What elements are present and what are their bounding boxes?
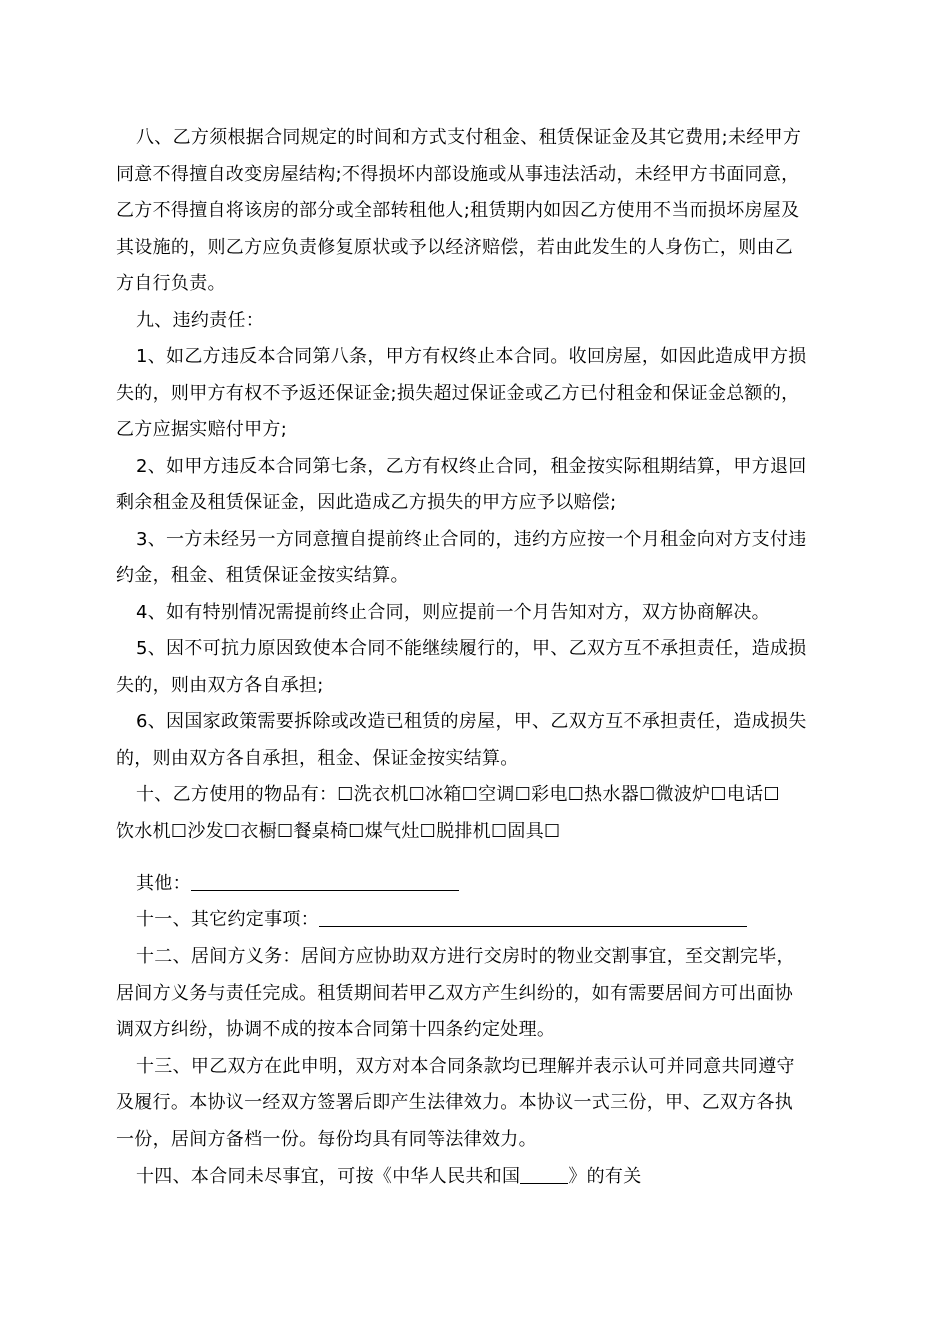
paragraph-line: 方自行负责。: [116, 273, 226, 294]
other-label: 其他：: [136, 873, 191, 894]
paragraph-line: 同意不得擅自改变房屋结构;不得损坏内部设施或从事违法活动，未经甲方书面同意，: [116, 163, 800, 185]
paragraph-line: 十三、甲乙双方在此申明，双方对本合同条款均已理解并表示认可并同意共同遵守: [136, 1055, 795, 1077]
paragraph-line: 剩余租金及租赁保证金，因此造成乙方损失的甲方应予以赔偿;: [116, 492, 617, 513]
contract-body-lower: [116, 939, 836, 1158]
paragraph-line: 2、如甲方违反本合同第七条，乙方有权终止合同，租金按实际租期结算，甲方退回: [136, 455, 807, 477]
paragraph-line: 4、如有特别情况需提前终止合同，则应提前一个月告知对方，双方协商解决。: [136, 601, 770, 623]
contract-body-upper: [116, 120, 836, 850]
item-14-prefix: 十四、本合同未尽事宜，可按《中华人民共和国: [136, 1166, 521, 1187]
paragraph-line: 乙方不得擅自将该房的部分或全部转租他人;租赁期内如因乙方使用不当而损坏房屋及: [116, 200, 800, 221]
paragraph-line: 的，则由双方各自承担，租金、保证金按实结算。: [116, 747, 519, 769]
item-11-row: [116, 902, 836, 939]
paragraph-line: 约金，租金、租赁保证金按实结算。: [116, 565, 409, 586]
paragraph-line: 九、违约责任：: [136, 309, 265, 331]
paragraph-line: 失的，则由双方各自承担;: [116, 674, 324, 696]
paragraph-line: 十、乙方使用的物品有：☐洗衣机☐冰箱☐空调☐彩电☐热水器☐微波炉☐电话☐: [136, 784, 780, 805]
other-blank-field[interactable]: [191, 868, 459, 891]
item-14-suffix: 》的有关: [568, 1166, 642, 1187]
paragraph-line: 十二、居间方义务：居间方应协助双方进行交房时的物业交割事宜，至交割完毕，: [136, 946, 795, 967]
paragraph-line: 6、因国家政策需要拆除或改造已租赁的房屋，甲、乙双方互不承担责任，造成损失: [136, 711, 807, 732]
paragraph-line: 其设施的，则乙方应负责修复原状或予以经济赔偿，若由此发生的人身伤亡，则由乙: [116, 236, 794, 258]
paragraph-line: 及履行。本协议一经双方签署后即产生法律效力。本协议一式三份，甲、乙双方各执: [116, 1092, 794, 1113]
paragraph-line: 饮水机☐沙发☐衣橱☐餐桌椅☐煤气灶☐脱排机☐固具☐: [116, 820, 561, 842]
paragraph-line: 3、一方未经另一方同意擅自提前终止合同的，违约方应按一个月租金向对方支付违: [136, 528, 807, 550]
paragraph-line: 失的，则甲方有权不予返还保证金;损失超过保证金或乙方已付租金和保证金总额的，: [116, 382, 800, 404]
paragraph-line: 乙方应据实赔付甲方;: [116, 419, 288, 440]
other-items-row: [116, 866, 836, 903]
item-14-law-blank[interactable]: [520, 1161, 568, 1184]
item-11-blank-field[interactable]: [319, 904, 747, 927]
paragraph-line: 1、如乙方违反本合同第八条，甲方有权终止本合同。收回房屋，如因此造成甲方损: [136, 346, 807, 367]
item-11-label: 十一、其它约定事项：: [136, 909, 319, 930]
paragraph-line: 居间方义务与责任完成。租赁期间若甲乙双方产生纠纷的，如有需要居间方可出面协: [116, 982, 794, 1004]
item-14-row: [116, 1159, 836, 1196]
paragraph-line: 调双方纠纷，协调不成的按本合同第十四条约定处理。: [116, 1019, 556, 1040]
paragraph-line: 5、因不可抗力原因致使本合同不能继续履行的，甲、乙双方互不承担责任，造成损: [136, 638, 807, 659]
paragraph-line: 一份，居间方备档一份。每份均具有同等法律效力。: [116, 1128, 537, 1150]
paragraph-line: 八、乙方须根据合同规定的时间和方式支付租金、租赁保证金及其它费用;未经甲方: [136, 127, 802, 148]
